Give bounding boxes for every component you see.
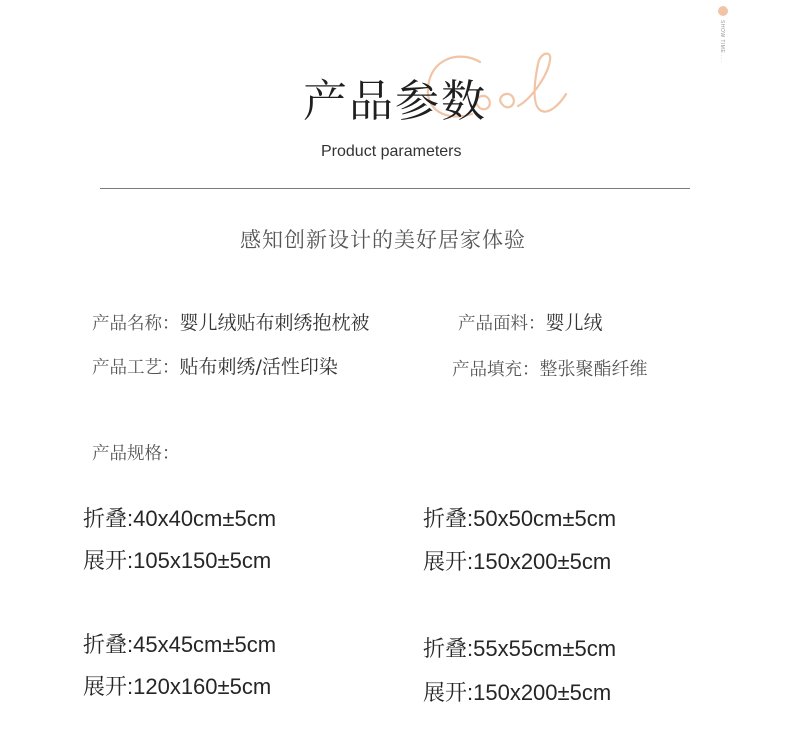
side-caption: SHOW TIME .... (719, 20, 725, 63)
spec-fabric-value: 婴儿绒 (545, 312, 603, 334)
size-unfolded-1: 展开:105x150±5cm (83, 548, 272, 573)
spec-name (92, 308, 370, 335)
size-unfolded-4: 展开:150x200±5cm (423, 680, 612, 705)
title-divider (100, 188, 690, 189)
spec-fabric-label: 产品面料： (458, 314, 546, 334)
spec-filling-value: 整张聚酯纤维 (539, 359, 648, 380)
spec-size-label: 产品规格： (92, 444, 180, 464)
accent-dot-icon (718, 6, 728, 16)
size-unfolded-3: 展开:120x160±5cm (83, 674, 272, 699)
spec-craft-label: 产品工艺： (92, 358, 180, 378)
tagline: 感知创新设计的美好居家体验 (240, 228, 526, 252)
size-folded-2: 折叠:50x50cm±5cm (423, 506, 617, 531)
spec-filling (452, 355, 648, 381)
spec-craft (92, 352, 338, 379)
page-subtitle: Product parameters (321, 143, 462, 160)
spec-name-label: 产品名称： (92, 314, 180, 334)
size-folded-1: 折叠:40x40cm±5cm (83, 506, 277, 531)
page-title: 产品参数 (303, 76, 487, 127)
size-unfolded-2: 展开:150x200±5cm (423, 549, 612, 574)
spec-name-value: 婴儿绒贴布刺绣抱枕被 (179, 312, 370, 334)
size-folded-4: 折叠:55x55cm±5cm (423, 636, 617, 661)
size-folded-3: 折叠:45x45cm±5cm (83, 632, 277, 657)
spec-fabric (458, 308, 603, 335)
spec-filling-label: 产品填充： (452, 360, 540, 380)
spec-craft-value: 贴布刺绣/活性印染 (179, 356, 338, 378)
